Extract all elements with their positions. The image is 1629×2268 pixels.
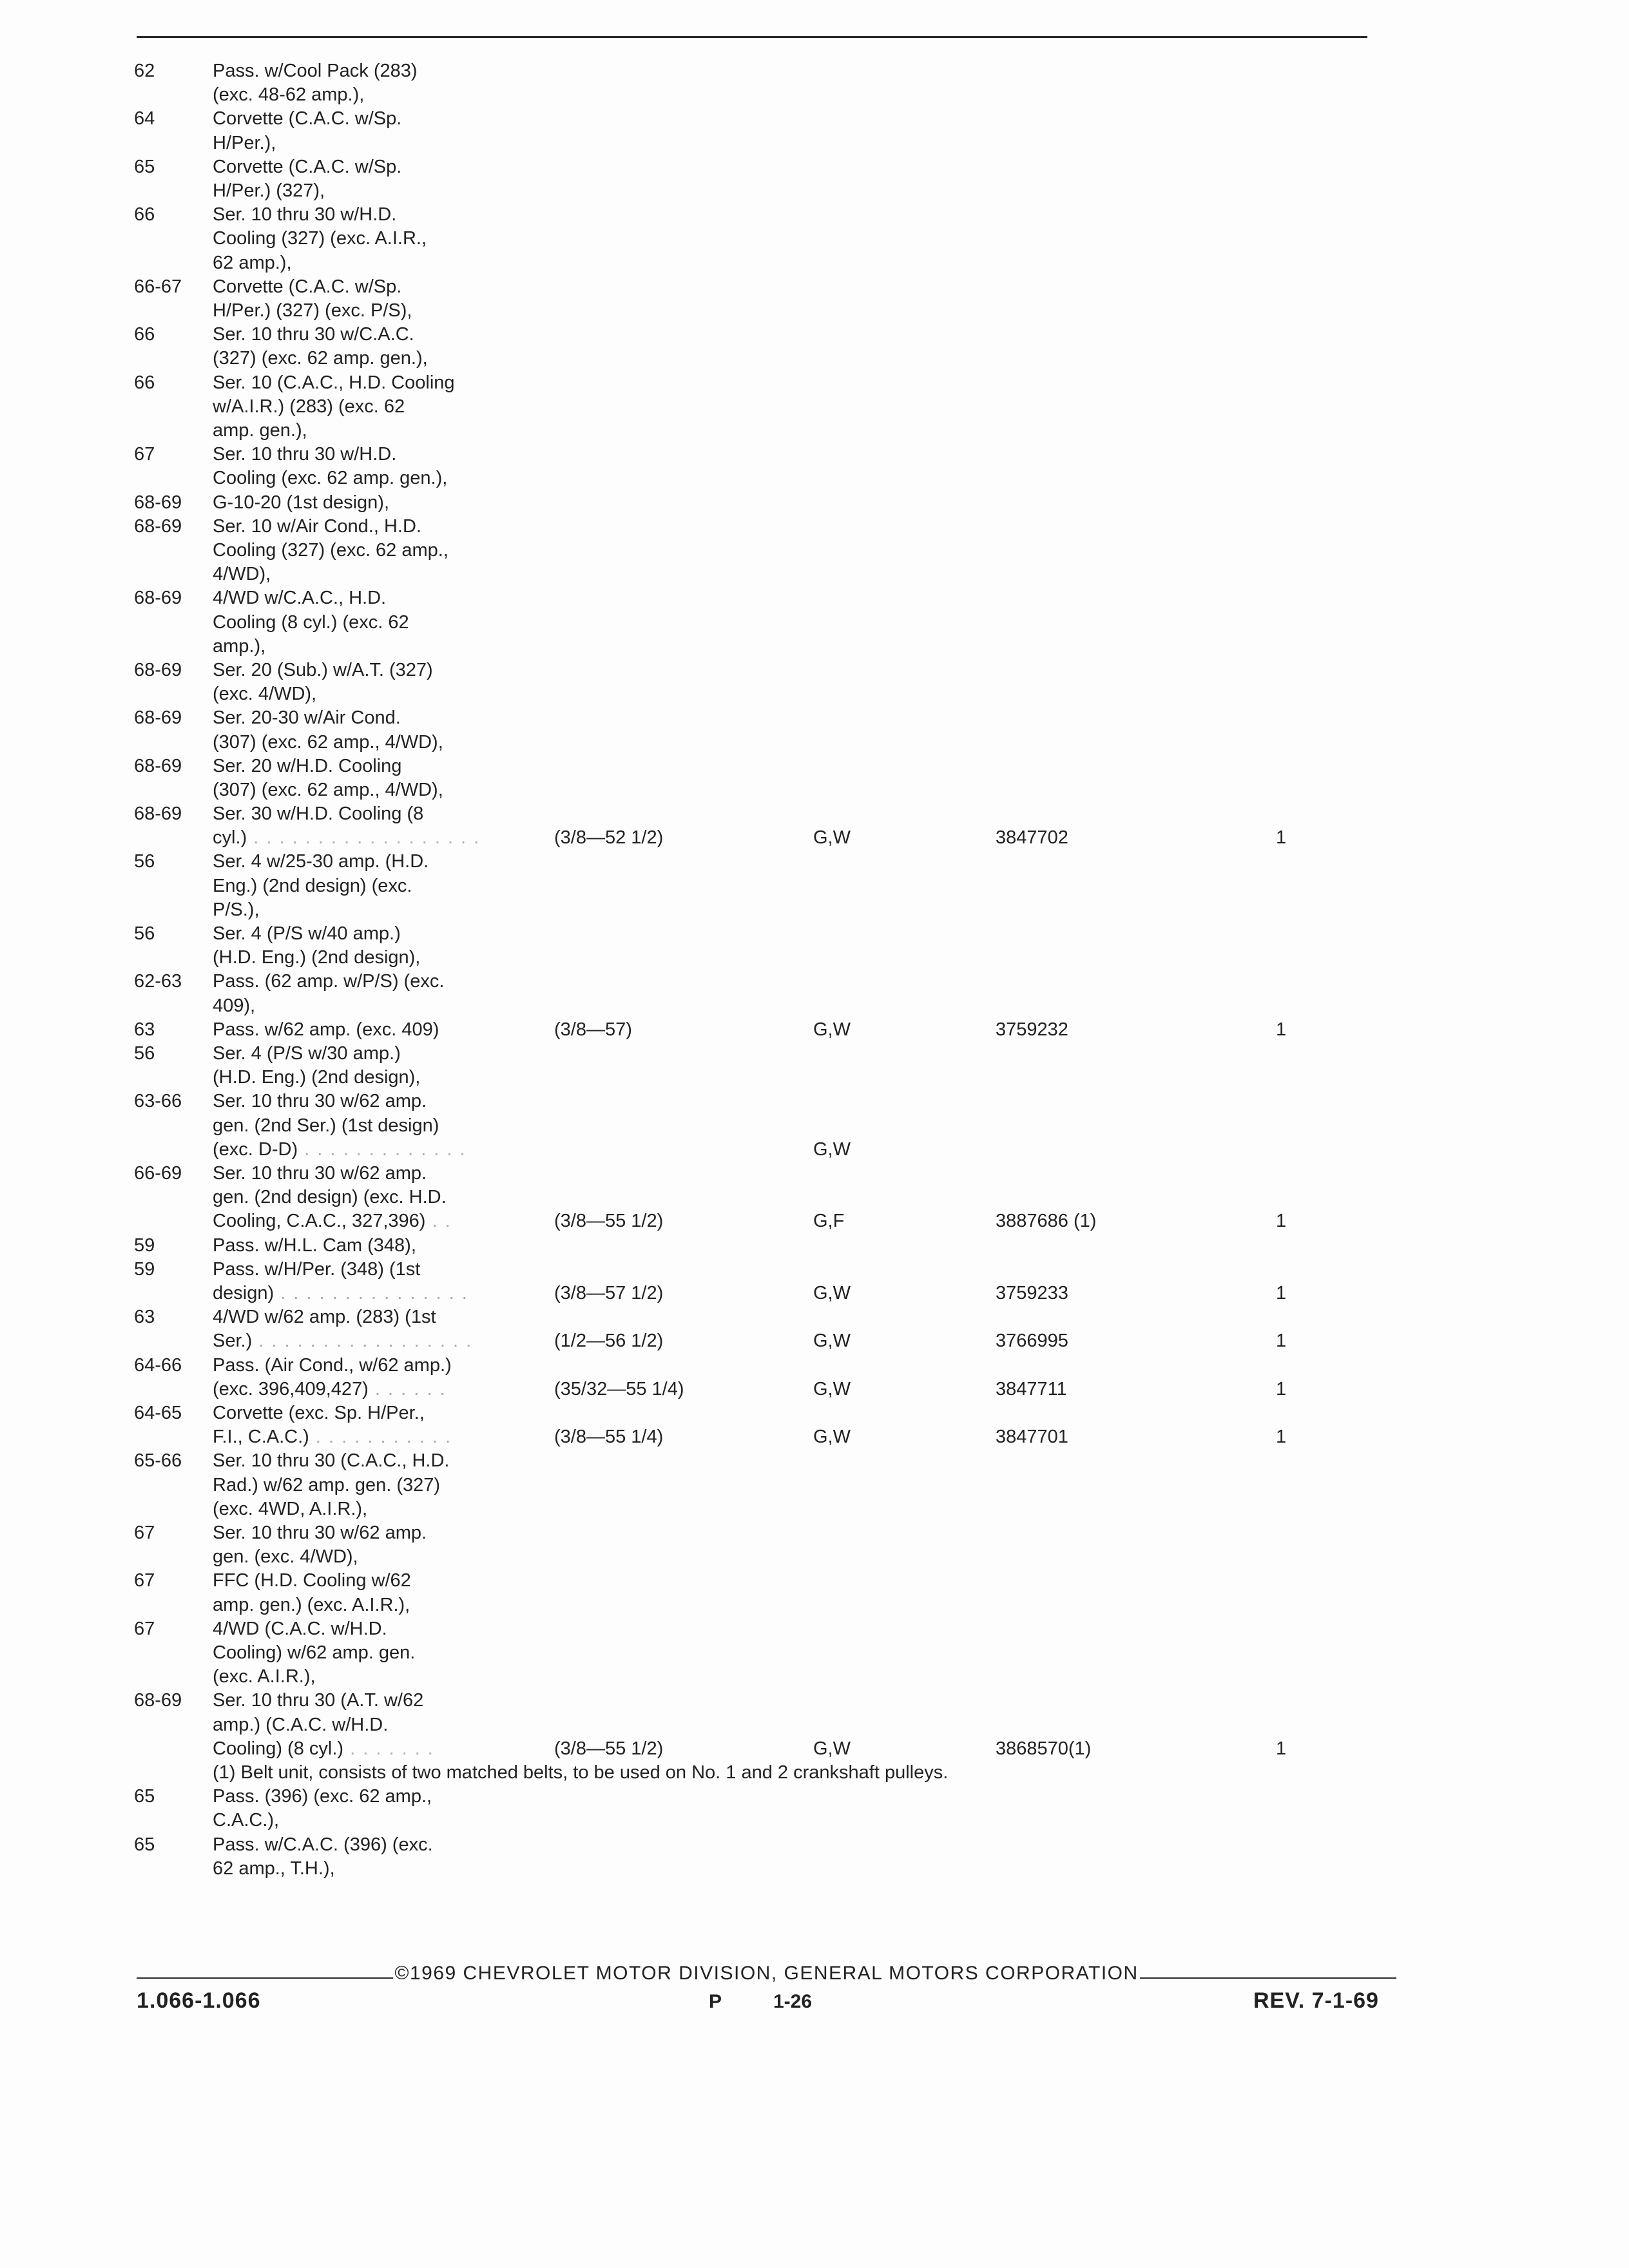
description-text: FFC (H.D. Cooling w/62 amp. gen.) (exc. A.I.R.),	[213, 1570, 411, 1615]
table-row	[0, 1258, 1629, 1305]
model-year: 62	[134, 61, 155, 81]
table-row	[0, 706, 1629, 754]
model-year: 64-66	[134, 1354, 182, 1376]
table-row	[0, 1521, 1629, 1569]
model-year: 68-69	[134, 588, 182, 609]
table-row	[0, 922, 1629, 970]
application-description	[213, 323, 516, 370]
dot-leader: . . . . . . .	[343, 1738, 434, 1759]
table-row	[0, 1305, 1629, 1353]
table-row	[0, 203, 1629, 275]
table-row	[0, 1449, 1629, 1521]
description-text: Pass. (396) (exc. 62 amp., C.A.C.),	[213, 1786, 432, 1831]
quantity: 1	[1276, 1019, 1287, 1040]
footer-rule-right	[1140, 1977, 1396, 1979]
description-text: Ser. 20 w/H.D. Cooling (307) (exc. 62 amp., 4/WD),	[213, 755, 443, 800]
description-text: G-10-20 (1st design),	[213, 492, 390, 513]
application-description	[213, 1689, 516, 1761]
application-description	[213, 155, 516, 203]
application-description	[213, 1162, 516, 1234]
model-year: 56	[134, 851, 155, 872]
part-number: 3759232	[996, 1019, 1068, 1040]
table-row	[0, 1689, 1629, 1761]
model-year: 67	[134, 1522, 155, 1543]
footer-copyright: ©1969 CHEVROLET MOTOR DIVISION, GENERAL MOTORS CORPORATION	[394, 1963, 1139, 1984]
description-text: Pass. w/H.L. Cam (348),	[213, 1235, 416, 1256]
table-row	[0, 1785, 1629, 1832]
table-row	[0, 850, 1629, 922]
description-text: Ser. 10 thru 30 w/H.D. Cooling (327) (exc. A.I.R., 62 amp.),	[213, 204, 427, 273]
table-row	[0, 1018, 1629, 1042]
model-year: 63-66	[134, 1091, 182, 1112]
model-year: 66	[134, 204, 155, 226]
table-row	[0, 754, 1629, 802]
belt-type: G,W	[813, 1738, 851, 1759]
description-text: Ser. 10 thru 30 w/H.D. Cooling (exc. 62 amp. gen.),	[213, 444, 448, 489]
quantity: 1	[1276, 1282, 1287, 1303]
belt-size: (3/8—55 1/2)	[554, 1211, 664, 1232]
model-year: 66-67	[134, 276, 182, 297]
quantity: 1	[1276, 1331, 1287, 1352]
application-description	[213, 1090, 516, 1162]
application-description	[213, 203, 516, 275]
table-row	[0, 323, 1629, 370]
description-text: Pass. w/Cool Pack (283) (exc. 48-62 amp.),	[213, 61, 418, 106]
quantity: 1	[1276, 1211, 1287, 1232]
table-row	[0, 1401, 1629, 1449]
table-row	[0, 491, 1629, 515]
quantity: 1	[1276, 1378, 1287, 1399]
part-number: 3887686 (1)	[996, 1211, 1097, 1232]
belt-type: G,W	[813, 1378, 851, 1399]
description-text: Ser. 10 w/Air Cond., H.D. Cooling (327) (exc. 62 amp., 4/WD),	[213, 515, 448, 585]
application-description	[213, 491, 516, 515]
model-year: 65	[134, 156, 155, 177]
belt-size: (3/8—52 1/2)	[554, 827, 664, 849]
model-year: 68-69	[134, 659, 182, 680]
footer-rule-left	[137, 1977, 393, 1979]
part-number: 3766995	[996, 1331, 1068, 1352]
model-year: 65	[134, 1786, 155, 1807]
description-text: Ser. 4 w/25-30 amp. (H.D. Eng.) (2nd design) (exc. P/S.),	[213, 851, 429, 920]
application-description	[213, 586, 516, 658]
dot-leader: . . . . . . . . . . . . . . .	[274, 1283, 468, 1303]
model-year: 68-69	[134, 515, 182, 537]
table-row	[0, 1354, 1629, 1401]
application-description	[213, 59, 516, 107]
model-year: 68-69	[134, 755, 182, 776]
application-description	[213, 515, 516, 587]
table-row	[0, 107, 1629, 155]
application-description	[213, 1617, 516, 1689]
belt-size: (3/8—57)	[554, 1019, 632, 1040]
application-description	[213, 1018, 516, 1042]
description-text: Ser. 4 (P/S w/30 amp.) (H.D. Eng.) (2nd design),	[213, 1043, 421, 1088]
table-row	[0, 275, 1629, 323]
table-row	[0, 802, 1629, 850]
part-number: 3759233	[996, 1282, 1068, 1303]
model-year: 65	[134, 1834, 155, 1855]
description-text: Pass. (Air Cond., w/62 amp.) (exc. 396,409,427)	[213, 1354, 452, 1399]
application-description	[213, 970, 516, 1017]
model-year: 64-65	[134, 1402, 182, 1423]
application-description	[213, 443, 516, 490]
dot-leader: . . . . . . . . . . . . . . . . .	[252, 1331, 473, 1352]
model-year: 64	[134, 108, 155, 130]
dot-leader: . .	[425, 1211, 452, 1232]
dot-leader: . . . . . . . . . . . . . . . . . .	[247, 827, 481, 849]
quantity: 1	[1276, 1427, 1287, 1448]
table-row	[0, 970, 1629, 1017]
belt-size: (3/8—57 1/2)	[554, 1282, 664, 1303]
model-year: 56	[134, 923, 155, 945]
dot-leader: . . . . . . . . . . . . .	[298, 1139, 467, 1160]
belt-type: G,W	[813, 1427, 851, 1448]
belt-type: G,W	[813, 1282, 851, 1303]
quantity: 1	[1276, 827, 1287, 849]
application-description	[213, 1833, 516, 1881]
application-description	[213, 1785, 516, 1832]
application-description	[213, 275, 516, 323]
application-description	[213, 1354, 516, 1401]
description-text: Ser. 10 thru 30 w/62 amp. gen. (exc. 4/WD),	[213, 1522, 427, 1568]
application-description	[213, 754, 516, 802]
model-year: 68-69	[134, 803, 182, 825]
application-description	[213, 107, 516, 155]
application-description	[213, 1042, 516, 1090]
model-year: 63	[134, 1019, 155, 1040]
model-year: 59	[134, 1235, 155, 1256]
model-year: 62-63	[134, 971, 182, 992]
quantity: 1	[1276, 1738, 1287, 1759]
belt-size: (35/32—55 1/4)	[554, 1378, 684, 1399]
belt-type: G,W	[813, 827, 851, 849]
parts-table	[0, 59, 1629, 1881]
model-year: 66-69	[134, 1163, 182, 1184]
table-row	[0, 1162, 1629, 1234]
application-description	[213, 706, 516, 754]
part-number: 3847702	[996, 827, 1068, 849]
model-year: 68-69	[134, 707, 182, 729]
description-text: Ser. 10 thru 30 w/62 amp. gen. (2nd design) (exc. H.D. Cooling, C.A.C., 327,396)	[213, 1163, 447, 1232]
description-text: Pass. w/62 amp. (exc. 409)	[213, 1019, 439, 1040]
application-description	[213, 802, 516, 850]
footer-copyright-line	[137, 1963, 1396, 1984]
application-description	[213, 1521, 516, 1569]
belt-size: (3/8—55 1/4)	[554, 1427, 664, 1448]
belt-type: G,W	[813, 1019, 851, 1040]
table-row	[0, 443, 1629, 490]
dot-leader: . . . . . . . . . . .	[309, 1427, 452, 1448]
description-text: Ser. 10 thru 30 (A.T. w/62 amp.) (C.A.C. w/H.D. Cooling) (8 cyl.)	[213, 1690, 424, 1759]
application-description	[213, 1305, 516, 1353]
model-year: 66	[134, 324, 155, 345]
model-year: 67	[134, 1570, 155, 1591]
description-text: Ser. 10 thru 30 (C.A.C., H.D. Rad.) w/62 amp. gen. (327) (exc. 4WD, A.I.R.),	[213, 1450, 450, 1519]
table-row	[0, 371, 1629, 443]
table-row	[0, 1042, 1629, 1090]
section-code: P	[709, 1991, 722, 2012]
description-text: 4/WD w/C.A.C., H.D. Cooling (8 cyl.) (exc. 62 amp.),	[213, 588, 409, 657]
table-row	[0, 515, 1629, 587]
table-row	[0, 658, 1629, 706]
belt-type: G,W	[813, 1139, 851, 1160]
table-row	[0, 1234, 1629, 1258]
description-text: Ser. 4 (P/S w/40 amp.) (H.D. Eng.) (2nd design),	[213, 923, 421, 968]
description-text: Ser. 10 thru 30 w/62 amp. gen. (2nd Ser.) (1st design) (exc. D-D)	[213, 1091, 439, 1160]
table-row	[0, 1090, 1629, 1162]
application-description	[213, 1401, 516, 1449]
description-text: Pass. w/H/Per. (348) (1st design)	[213, 1258, 421, 1303]
footnote-text: (1) Belt unit, consists of two matched belts, to be used on No. 1 and 2 crankshaft pulleys.	[213, 1762, 949, 1783]
description-text: Corvette (C.A.C. w/Sp. H/Per.) (327) (exc. P/S),	[213, 276, 412, 321]
model-year: 68-69	[134, 1690, 182, 1711]
description-text: Pass. (62 amp. w/P/S) (exc. 409),	[213, 971, 445, 1016]
application-description	[213, 658, 516, 706]
model-year: 63	[134, 1307, 155, 1328]
description-text: Ser. 10 thru 30 w/C.A.C. (327) (exc. 62 amp. gen.),	[213, 324, 428, 369]
page-number: 1-26	[773, 1991, 813, 2012]
belt-size: (3/8—55 1/2)	[554, 1738, 664, 1759]
part-number: 3847701	[996, 1427, 1068, 1448]
application-description	[213, 1569, 516, 1617]
belt-type: G,W	[813, 1331, 851, 1352]
description-text: Corvette (C.A.C. w/Sp. H/Per.) (327),	[213, 156, 402, 201]
table-row	[0, 586, 1629, 658]
model-year: 66	[134, 372, 155, 393]
application-description	[213, 371, 516, 443]
description-text: Ser. 20 (Sub.) w/A.T. (327) (exc. 4/WD),	[213, 659, 433, 705]
description-text: Corvette (C.A.C. w/Sp. H/Per.),	[213, 108, 402, 153]
application-description	[213, 1234, 516, 1258]
table-row	[0, 1617, 1629, 1689]
model-year: 67	[134, 1618, 155, 1639]
table-row	[0, 1569, 1629, 1617]
belt-type: G,F	[813, 1211, 845, 1232]
table-row	[0, 59, 1629, 107]
dot-leader: . . . . . .	[368, 1378, 447, 1399]
part-number: 3847711	[996, 1378, 1067, 1399]
footnote	[0, 1761, 1629, 1785]
table-row	[0, 1833, 1629, 1881]
page-id: 1.066-1.066	[137, 1988, 261, 2013]
belt-size: (1/2—56 1/2)	[554, 1331, 664, 1352]
description-text: Pass. w/C.A.C. (396) (exc. 62 amp., T.H.),	[213, 1834, 433, 1879]
description-text: 4/WD w/62 amp. (283) (1st Ser.)	[213, 1307, 436, 1352]
application-description	[213, 922, 516, 970]
model-year: 56	[134, 1043, 155, 1064]
revision-label: REV. 7-1-69	[1253, 1988, 1379, 2013]
application-description	[213, 1449, 516, 1521]
application-description	[213, 850, 516, 922]
part-number: 3868570(1)	[996, 1738, 1092, 1759]
top-rule	[137, 36, 1367, 38]
application-description	[213, 1258, 516, 1305]
description-text: Ser. 20-30 w/Air Cond. (307) (exc. 62 amp., 4/WD),	[213, 707, 443, 753]
model-year: 67	[134, 444, 155, 465]
description-text: 4/WD (C.A.C. w/H.D. Cooling) w/62 amp. gen. (exc. A.I.R.),	[213, 1618, 416, 1687]
model-year: 59	[134, 1258, 155, 1280]
table-row	[0, 155, 1629, 203]
description-text: Ser. 10 (C.A.C., H.D. Cooling w/A.I.R.) (283) (exc. 62 amp. gen.),	[213, 372, 455, 441]
description-text: Ser. 30 w/H.D. Cooling (8 cyl.)	[213, 803, 424, 849]
model-year: 65-66	[134, 1450, 182, 1472]
description-text: Corvette (exc. Sp. H/Per., F.I., C.A.C.)	[213, 1402, 425, 1448]
model-year: 68-69	[134, 492, 182, 513]
